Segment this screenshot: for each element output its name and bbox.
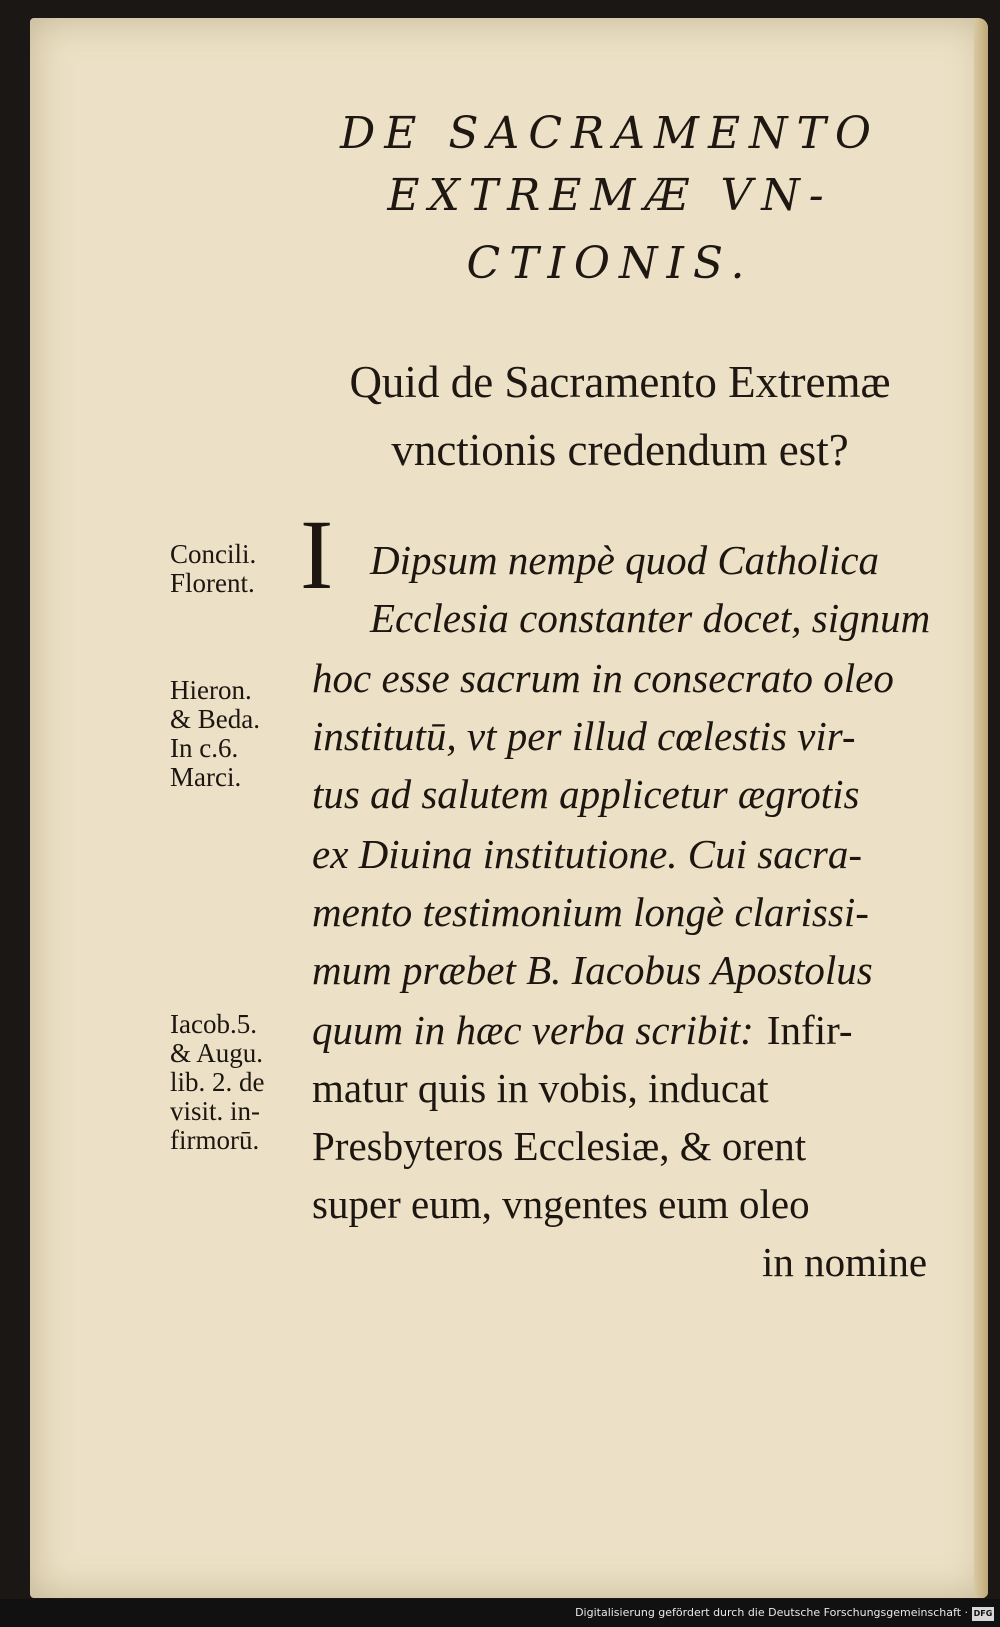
body-line-13: in nomine [762, 1239, 928, 1285]
margin-note-line: Florent. [170, 568, 255, 598]
margin-note-line: Concili. [170, 539, 257, 569]
footer-text: Digitalisierung gefördert durch die Deutsche Forschungsgemeinschaft · [575, 1606, 968, 1619]
question-line-1: Quid de Sacramento Extremæ [349, 357, 891, 407]
drop-capital: I [300, 499, 334, 610]
margin-note-hieronymus [170, 676, 330, 792]
margin-note-line: firmorū. [170, 1125, 260, 1155]
body-line-10: matur quis in vobis, inducat [312, 1065, 769, 1111]
body-line-7: mento testimonium longè clarissi- [312, 889, 869, 935]
margin-note-line: Marci. [170, 762, 242, 792]
body-line-1: Dipsum nempè quod Catholica [370, 537, 880, 583]
margin-note-line: In c.6. [170, 733, 239, 763]
margin-note-line: visit. in- [170, 1096, 261, 1126]
body-line-6: ex Diuina institutione. Cui sacra- [312, 831, 863, 877]
body-line-11: Presbyteros Ecclesiæ, & orent [312, 1123, 807, 1169]
margin-note-line: & Augu. [170, 1038, 264, 1068]
body-line-9-italic: quum in hæc verba scribit: [312, 1007, 754, 1053]
margin-note-line: lib. 2. de [170, 1067, 265, 1097]
body-line-5: tus ad salutem applicetur ægrotis [312, 771, 860, 817]
digitization-footer [0, 1599, 1000, 1627]
body-line-3: hoc esse sacrum in consecrato oleo [312, 655, 894, 701]
dfg-logo-icon: DFG [972, 1607, 994, 1621]
body-line-9-roman: Infir- [766, 1007, 853, 1053]
question-line-2: vnctionis credendum est? [391, 425, 849, 475]
margin-note-concilium [170, 540, 330, 598]
chapter-heading-line-3: CTIONIS. [466, 238, 754, 289]
body-line-8: mum præbet B. Iacobus Apostolus [312, 947, 873, 993]
margin-note-line: & Beda. [170, 704, 260, 734]
margin-note-line: Iacob.5. [170, 1009, 257, 1039]
chapter-heading-line-1: DE SACRAMENTO [340, 108, 880, 159]
body-line-12: super eum, vngentes eum oleo [312, 1181, 810, 1227]
page-edge [974, 18, 988, 1598]
margin-note-iacobus [170, 1010, 330, 1155]
chapter-heading-line-2: EXTREMÆ VN- [387, 170, 833, 221]
body-line-4: institutū, vt per illud cœlestis vir- [312, 713, 856, 759]
body-line-2: Ecclesia constanter docet, signum [370, 595, 931, 641]
margin-note-line: Hieron. [170, 675, 252, 705]
body-line-9 [312, 1007, 952, 1053]
